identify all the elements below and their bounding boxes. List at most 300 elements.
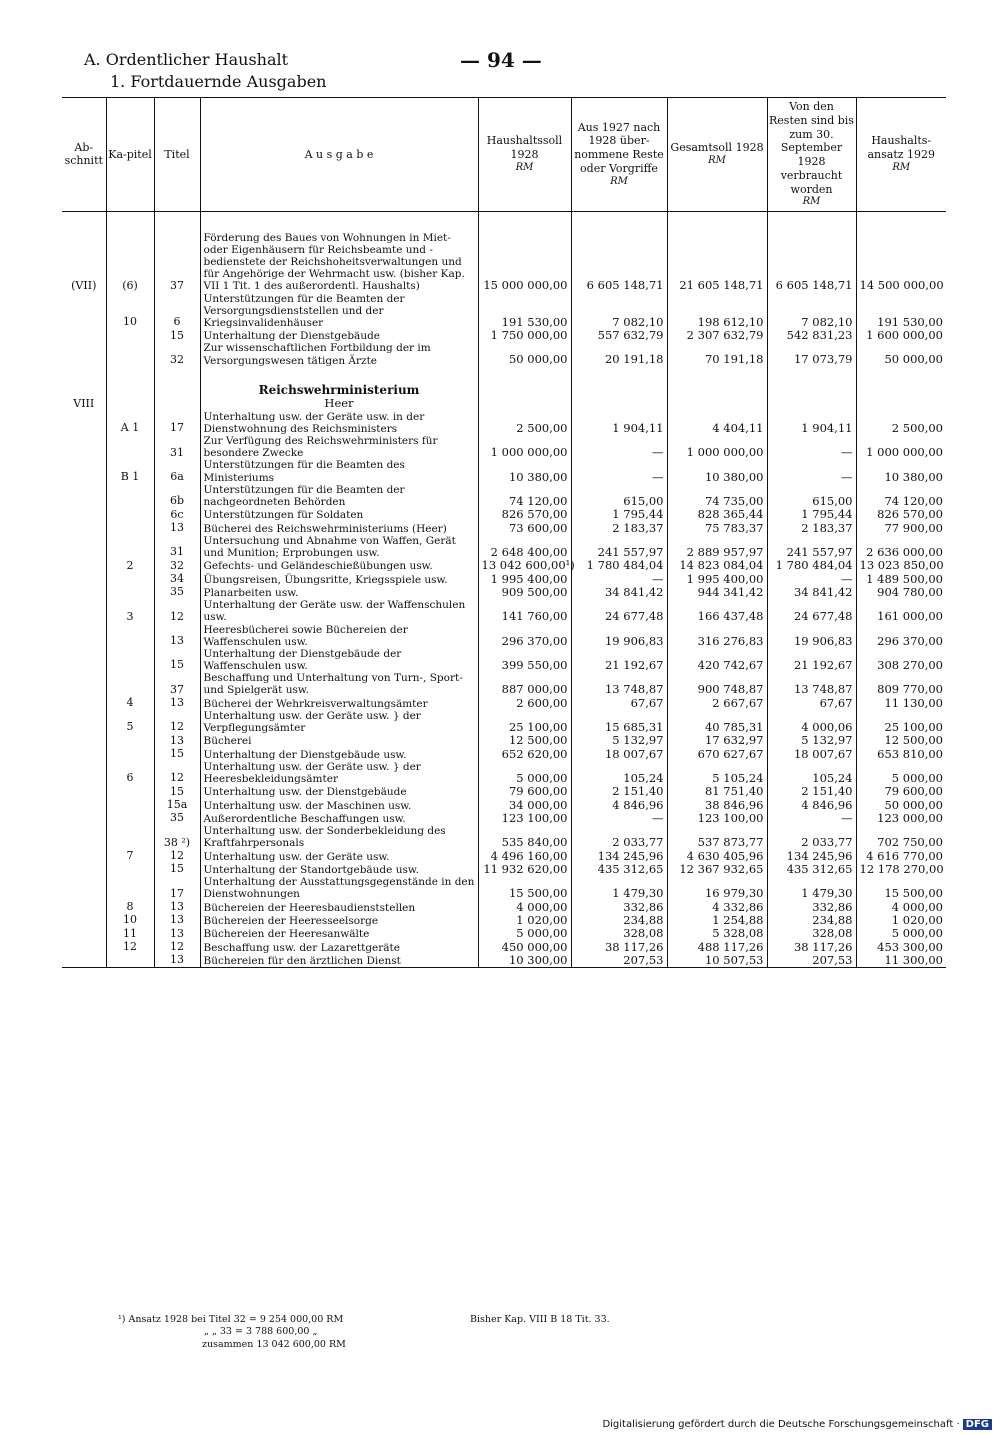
abschnitt-cell [62,411,106,435]
reste-cell: 435 312,65 [571,863,667,876]
kapitel-cell [106,522,154,535]
soll-cell: 2 600,00 [478,697,571,710]
ansatz-cell: 702 750,00 [877,835,943,850]
abschnitt-cell [62,459,106,483]
verbr-cell: 2 033,77 [767,825,856,849]
abschnitt-cell [62,484,106,508]
col-gesamt-label: Gesamtsoll 1928 [670,141,764,155]
ausgabe-cell: Beschaffung und Unterhaltung von Turn-, Sport- und Spielgerät usw. [200,672,478,696]
reste-cell: 2 183,37 [571,522,667,535]
table-row [62,599,946,623]
verbr-cell: 1 795,44 [767,508,856,521]
verbr-cell: 34 841,42 [767,586,856,599]
abschnitt-cell [62,850,106,863]
titel-cell: 12 [154,761,200,785]
ansatz-cell: 14 500 000,00 [859,278,944,293]
ausgabe-cell: Unterhaltung der Ausstattungsgegenstände in den Dienstwohnungen [200,876,478,900]
kapitel-cell [106,785,154,798]
ansatz-cell: 11 300,00 [856,954,946,968]
reste-cell: 38 117,26 [571,941,667,954]
col-ansatz [856,98,946,212]
verbr-cell: 435 312,65 [767,863,856,876]
verbr-cell: 2 151,40 [767,785,856,798]
ansatz-cell: 12 178 270,00 [859,861,944,876]
verbr-cell: 38 117,26 [767,941,856,954]
titel-cell: 13 [154,697,200,710]
table-row [62,901,946,914]
titel-cell: 12 [154,941,200,954]
abschnitt-cell [62,697,106,710]
titel-cell: 13 [154,954,200,968]
titel-cell: 35 [154,586,200,599]
section-abschnitt: VIII [62,367,106,411]
table-row [62,863,946,876]
kapitel-cell: 4 [106,697,154,710]
ansatz-cell: 25 100,00 [884,719,943,734]
col-kapitel: Ka-pitel [106,98,154,212]
titel-cell: 15 [154,785,200,798]
titel-cell: 13 [154,914,200,927]
footnote-2: Bisher Kap. VIII B 18 Tit. 33. [470,1314,610,1325]
verbr-cell: 13 748,87 [767,672,856,696]
gesamt-cell: 10 380,00 [667,459,767,483]
table-row [62,484,946,508]
verbr-cell: 67,67 [767,697,856,710]
kapitel-cell: 8 [106,901,154,914]
abschnitt-cell [62,573,106,586]
ausgabe-cell: Planarbeiten usw. [200,586,478,599]
abschnitt-cell [62,672,106,696]
titel-cell: 31 [154,435,200,459]
gesamt-cell: 828 365,44 [667,508,767,521]
ansatz-cell: 1 000 000,00 [866,445,943,460]
kapitel-cell: 3 [106,599,154,623]
table-row [62,435,946,459]
titel-cell: 17 [154,411,200,435]
empty-cell [856,367,946,411]
reste-cell: 7 082,10 [571,293,667,330]
ausgabe-cell: Unterhaltung usw. der Geräte usw. in der Dienstwohnung des Reichsministers [200,411,478,435]
verbr-cell: 21 192,67 [767,648,856,672]
ansatz-cell: 74 120,00 [884,493,943,508]
verbr-cell: 328,08 [767,927,856,940]
titel-cell: 32 [154,559,200,572]
table-row [62,522,946,535]
abschnitt-cell [62,748,106,761]
abschnitt-cell [62,535,106,559]
ansatz-cell: 308 270,00 [877,657,943,672]
footnote-line: zusammen 13 042 600,00 RM [202,1338,346,1350]
kapitel-cell [106,508,154,521]
gesamt-cell: 420 742,67 [667,648,767,672]
table-row [62,508,946,521]
kapitel-cell [106,825,154,849]
reste-cell: — [571,573,667,586]
col-reste-label: Aus 1927 nach 1928 über-nommene Reste oder Vorgriffe [574,120,664,175]
ansatz-cell: 79 600,00 [884,784,943,799]
kapitel-cell: 5 [106,710,154,734]
abschnitt-cell [62,522,106,535]
gesamt-cell: 1 995 400,00 [667,573,767,586]
gesamt-cell: 537 873,77 [667,825,767,849]
reste-cell: 615,00 [571,484,667,508]
kapitel-cell: B 1 [106,459,154,483]
abschnitt-cell [62,954,106,968]
reste-cell: 2 151,40 [571,785,667,798]
soll-cell: 10 380,00 [478,459,571,483]
ansatz-cell: 13 023 850,00 [859,558,944,573]
ansatz-cell: 809 770,00 [877,682,943,697]
gesamt-cell: 900 748,87 [667,672,767,696]
verbr-cell: 18 007,67 [767,748,856,761]
titel-cell: 12 [154,599,200,623]
gesamt-cell: 12 367 932,65 [667,863,767,876]
reste-cell: 2 033,77 [571,825,667,849]
ausgabe-cell: Unterhaltung usw. der Geräte usw. [200,850,478,863]
ausgabe-cell: Unterhaltung usw. der Sonderbekleidung des Kraftfahrpersonals [200,825,478,849]
soll-cell: 652 620,00 [478,748,571,761]
abschnitt-cell: (VII) [62,232,106,293]
unit-label: RM [802,196,821,208]
verbr-cell: 4 846,96 [767,799,856,812]
soll-cell: 11 932 620,00 [478,863,571,876]
abschnitt-cell [62,785,106,798]
gesamt-cell: 40 785,31 [667,710,767,734]
soll-cell: 123 100,00 [478,812,571,825]
kapitel-cell [106,342,154,366]
table-row [62,342,946,366]
kapitel-cell: 6 [106,761,154,785]
verbr-cell: 1 479,30 [767,876,856,900]
soll-cell: 826 570,00 [478,508,571,521]
titel-cell: 13 [154,522,200,535]
soll-cell: 1 995 400,00 [478,573,571,586]
ausgabe-cell: Unterstützungen für Soldaten [200,508,478,521]
ansatz-cell: 5 000,00 [891,926,943,941]
table-row [62,825,946,849]
titel-cell: 12 [154,850,200,863]
kapitel-cell: A 1 [106,411,154,435]
titel-cell: 6c [154,508,200,521]
section-title: Reichswehrministerium [258,382,420,397]
kapitel-cell [106,734,154,747]
ausgabe-cell: Förderung des Baues von Wohnungen in Miet- oder Eigenhäusern für Reichsbeamte und -bedienstete der Reichshoheitsverwaltungen und für Angehörige der Wehrmacht usw. (bisher Kap. VII 1 Tit. 1 des außerordentl. Haushalts) [200,232,478,293]
titel-cell: 6b [154,484,200,508]
gesamt-cell: 75 783,37 [667,522,767,535]
ansatz-cell: 123 000,00 [877,810,943,825]
gesamt-cell: 38 846,96 [667,799,767,812]
empty-cell [478,367,571,411]
ausgabe-cell: Bücherei der Wehrkreisverwaltungsämter [200,697,478,710]
gesamt-cell: 4 630 405,96 [667,850,767,863]
kapitel-cell [106,876,154,900]
kapitel-cell: (6) [106,232,154,293]
table-row [62,914,946,927]
verbr-cell: 6 605 148,71 [767,232,856,293]
empty-cell [667,367,767,411]
ansatz-cell: 50 000,00 [884,352,943,367]
titel-cell: 15 [154,748,200,761]
titel-cell: 6 [154,293,200,330]
verbr-cell: 7 082,10 [767,293,856,330]
soll-cell: 887 000,00 [478,672,571,696]
table-row [62,586,946,599]
gesamt-cell: 74 735,00 [667,484,767,508]
ausgabe-cell: Büchereien der Heeresanwälte [200,927,478,940]
table-row [62,672,946,696]
col-abschnitt: Ab-schnitt [62,98,106,212]
kapitel-cell [106,748,154,761]
table-row [62,710,946,734]
reste-cell: 15 685,31 [571,710,667,734]
ansatz-cell: 11 130,00 [884,695,943,710]
kapitel-cell [106,863,154,876]
titel-cell: 6a [154,459,200,483]
col-verbraucht-label: Von den Resten sind bis zum 30. September 1928 verbraucht worden [769,100,854,196]
unit-label: RM [515,161,534,173]
ansatz-cell: 904 780,00 [877,584,943,599]
ausgabe-cell: Büchereien der Heeresbaudienststellen [200,901,478,914]
kapitel-cell [106,573,154,586]
abschnitt-cell [62,734,106,747]
dfg-logo: DFG [963,1419,992,1430]
soll-cell: 4 496 160,00 [478,850,571,863]
empty-cell [571,367,667,411]
gesamt-cell: 5 105,24 [667,761,767,785]
reste-cell: 207,53 [571,954,667,968]
col-soll-label: Haushaltssoll 1928 [486,134,563,162]
kapitel-cell: 2 [106,559,154,572]
ansatz-cell: 4 000,00 [891,899,943,914]
soll-cell: 15 500,00 [478,876,571,900]
col-titel: Titel [154,98,200,212]
table-row [62,697,946,710]
section-row [62,367,946,411]
abschnitt-cell [62,812,106,825]
verbr-cell: 2 183,37 [767,522,856,535]
ausgabe-cell: Unterhaltung der Standortgebäude usw. [200,863,478,876]
ansatz-cell: 77 900,00 [884,520,943,535]
col-gesamt [667,98,767,212]
ansatz-cell: 10 380,00 [884,469,943,484]
abschnitt-cell [62,825,106,849]
abschnitt-cell [62,901,106,914]
titel-cell: 31 [154,535,200,559]
gesamt-cell: 198 612,10 [667,293,767,330]
table-row [62,927,946,940]
table-row [62,812,946,825]
col-verbraucht [767,98,856,212]
ausgabe-cell: Unterhaltung der Geräte usw. der Waffenschulen usw. [200,599,478,623]
gesamt-cell: 16 979,30 [667,876,767,900]
empty-cell [767,367,856,411]
empty-cell [106,367,154,411]
table-row [62,850,946,863]
table-row [62,648,946,672]
ansatz-cell: 4 616 770,00 [866,848,943,863]
ausgabe-cell: Unterhaltung usw. der Geräte usw. } der Verpflegungsämter [200,710,478,734]
gesamt-cell: 944 341,42 [667,586,767,599]
kapitel-cell [106,484,154,508]
kapitel-cell: 11 [106,927,154,940]
ausgabe-cell: Übungsreisen, Übungsritte, Kriegsspiele usw. [200,573,478,586]
reste-cell: — [571,459,667,483]
kapitel-cell [106,812,154,825]
soll-cell: 909 500,00 [478,586,571,599]
abschnitt-cell [62,599,106,623]
ansatz-cell: 12 500,00 [884,733,943,748]
verbr-cell: 5 132,97 [767,734,856,747]
table-row [62,535,946,559]
soll-cell: 1 000 000,00 [478,435,571,459]
abschnitt-cell [62,648,106,672]
ansatz-cell: 1 600 000,00 [866,328,943,343]
kapitel-cell [106,672,154,696]
spacer-row [62,211,946,232]
ausgabe-cell: Unterstützungen für die Beamten der Versorgungsdienststellen und der Kriegsinvalidenhäuser [200,293,478,330]
gesamt-cell: 4 332,86 [667,901,767,914]
abschnitt-cell [62,710,106,734]
ausgabe-cell: Gefechts- und Geländeschießübungen usw. [200,559,478,572]
verbr-cell: 1 904,11 [767,411,856,435]
abschnitt-cell [62,761,106,785]
titel-cell: 32 [154,342,200,366]
abschnitt-cell [62,863,106,876]
table-row [62,232,946,293]
table-row [62,573,946,586]
gesamt-cell: 1 254,88 [667,914,767,927]
gesamt-cell: 670 627,67 [667,748,767,761]
table-row [62,293,946,330]
titel-cell: 15a [154,799,200,812]
soll-cell: 450 000,00 [478,941,571,954]
reste-cell: 6 605 148,71 [571,232,667,293]
verbr-cell: — [767,573,856,586]
gesamt-cell: 316 276,83 [667,624,767,648]
abschnitt-cell [62,876,106,900]
table-row [62,459,946,483]
ausgabe-cell: Bücherei des Reichswehrministeriums (Heer) [200,522,478,535]
soll-cell: 15 000 000,00 [478,232,571,293]
soll-cell: 399 550,00 [478,648,571,672]
unit-label: RM [892,161,911,173]
ausgabe-cell: Untersuchung und Abnahme von Waffen, Gerät und Munition; Erprobungen usw. [200,535,478,559]
table-row [62,941,946,954]
subsection-heading: 1. Fortdauernde Ausgaben [110,72,327,91]
soll-cell: 1 020,00 [478,914,571,927]
abschnitt-cell [62,927,106,940]
reste-cell: 24 677,48 [571,599,667,623]
gesamt-cell: 2 307 632,79 [667,329,767,342]
kapitel-cell [106,799,154,812]
empty-cell [154,367,200,411]
soll-cell: 12 500,00 [478,734,571,747]
kapitel-cell: 12 [106,941,154,954]
table-row [62,624,946,648]
footnote-line: ¹) Ansatz 1928 bei Titel 32 = 9 254 000,00 RM [118,1314,344,1325]
ausgabe-cell: Unterhaltung der Dienstgebäude [200,329,478,342]
ausgabe-cell: Zur Verfügung des Reichswehrministers für besondere Zwecke [200,435,478,459]
titel-cell: 15 [154,863,200,876]
ausgabe-cell: Büchereien der Heeresseelsorge [200,914,478,927]
reste-cell: 332,86 [571,901,667,914]
titel-cell: 12 [154,710,200,734]
verbr-cell: 207,53 [767,954,856,968]
soll-cell: 2 500,00 [478,411,571,435]
table-row [62,559,946,572]
table-row [62,785,946,798]
ansatz-cell: 50 000,00 [884,797,943,812]
reste-cell: 19 906,83 [571,624,667,648]
soll-cell: 13 042 600,00¹) [478,559,571,572]
ansatz-cell: 161 000,00 [877,609,943,624]
ansatz-cell: 453 300,00 [877,939,943,954]
ausgabe-cell: Bücherei [200,734,478,747]
ausgabe-cell: Außerordentliche Beschaffungen usw. [200,812,478,825]
ansatz-cell: 653 810,00 [877,746,943,761]
titel-cell: 13 [154,901,200,914]
abschnitt-cell [62,586,106,599]
gesamt-cell: 123 100,00 [667,812,767,825]
ansatz-cell: 826 570,00 [877,507,943,522]
kapitel-cell: 7 [106,850,154,863]
ansatz-cell: 296 370,00 [877,633,943,648]
titel-cell: 15 [154,329,200,342]
kapitel-cell [106,535,154,559]
titel-cell: 15 [154,648,200,672]
verbr-cell: 24 677,48 [767,599,856,623]
titel-cell: 13 [154,734,200,747]
gesamt-cell: 70 191,18 [667,342,767,366]
titel-cell: 13 [154,624,200,648]
soll-cell: 79 600,00 [478,785,571,798]
reste-cell: 134 245,96 [571,850,667,863]
gesamt-cell: 10 507,53 [667,954,767,968]
table-row [62,411,946,435]
kapitel-cell [106,648,154,672]
verbr-cell: 241 557,97 [767,535,856,559]
reste-cell: 1 780 484,04 [571,559,667,572]
section-title-cell [200,367,478,411]
ausgabe-cell: Heeresbücherei sowie Büchereien der Waffenschulen usw. [200,624,478,648]
kapitel-cell [106,624,154,648]
titel-cell: 38 ²) [154,825,200,849]
titel-cell: 34 [154,573,200,586]
gesamt-cell: 2 667,67 [667,697,767,710]
gesamt-cell: 17 632,97 [667,734,767,747]
titel-cell: 37 [154,232,200,293]
ansatz-cell: 15 500,00 [884,886,943,901]
verbr-cell: 1 780 484,04 [767,559,856,572]
reste-cell: 557 632,79 [571,329,667,342]
section-subtitle: Heer [324,396,354,411]
verbr-cell: 105,24 [767,761,856,785]
verbr-cell: — [767,812,856,825]
reste-cell: 34 841,42 [571,586,667,599]
soll-cell: 535 840,00 [478,825,571,849]
abschnitt-cell [62,293,106,330]
abschnitt-cell [62,508,106,521]
table-row [62,761,946,785]
titel-cell: 37 [154,672,200,696]
table-row [62,954,946,968]
reste-cell: 234,88 [571,914,667,927]
ansatz-cell: 2 636 000,00 [866,544,943,559]
soll-cell: 74 120,00 [478,484,571,508]
gesamt-cell: 488 117,26 [667,941,767,954]
kapitel-cell: 10 [106,293,154,330]
kapitel-cell: 10 [106,914,154,927]
